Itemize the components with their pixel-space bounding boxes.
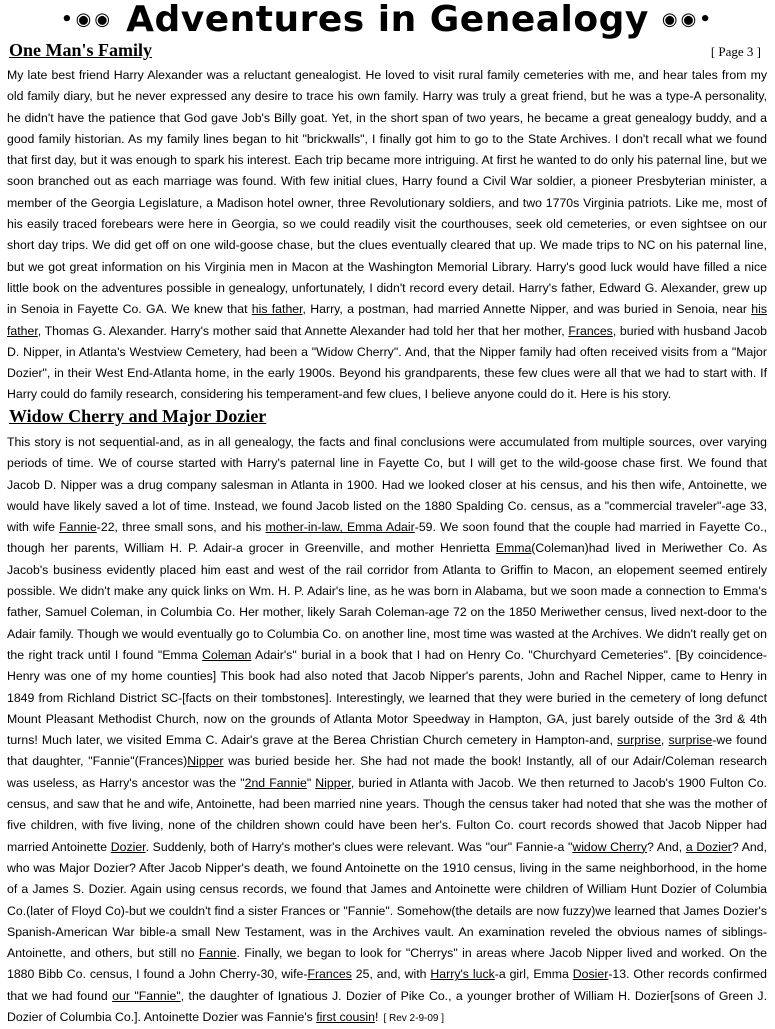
underlined-text: surprise — [668, 733, 713, 748]
text-run: -we found that daughter, "Fannie"(Frances) — [7, 733, 767, 769]
underlined-text: Harry's luck — [430, 967, 495, 982]
text-run: . Suddenly, both of Harry's mother's clues were relevant. Was "our" Fannie-a " — [145, 839, 573, 854]
text-run: , Harry, a postman, had married Annette Nipper, and was buried in Senoia, near — [302, 302, 752, 317]
text-run: Adair's" burial in a book that I had on Henry Co. "Churchyard Cemeteries". [By coincidence-Henry was one of my home counties] This book had also noted that Jacob Nipper's parents, John and Rachel Nipper, came to Henry in 1849 from Richland District SC-[facts on their tombstones]. Interestingly, we learned that they were buried in the cemetery of long defunct Mount Pleasant Methodist Church, now on the grounds of Atlanta Motor Speedway in Hampton, GA, just barely outside of the 3rd & 4th turns! Much later, we visited Emma C. Adair's grave at the Berea Christian Church cemetery in Hampton-and, — [7, 647, 768, 748]
underlined-text: 2nd Fannie — [244, 775, 307, 790]
text-run: was buried beside her. She had not made the book! Instantly, all of our Adair/Coleman research was useless, as Harry's ancestor was the " — [7, 754, 767, 790]
ornament-left-icon: •◉◉ — [61, 9, 114, 30]
text-run: ! — [375, 1010, 379, 1025]
text-run: ? And, who was Major Dozier? After Jacob Nipper's death, we found Antoinette on the 1910 census, living in the same neighborhood, in the home of a James S. Dozier. Again using census records, we found that James and Antoinette were children of William Hunt Dozier of Columbia Co.(later of Floyd Co)-but we couldn't find a sister Frances or "Fannie". Somehow(the details are now fuzzy)we learned that James Dozier's Spanish-American War bible-a small New Testament, was in the Archives vault. An examination reveled the obvious names of siblings-Antoinette, and others, but still no — [7, 839, 768, 961]
text-run: , — [660, 733, 669, 748]
underlined-text: mother-in-law, Emma Adair — [265, 520, 415, 535]
underlined-text: Coleman — [202, 647, 252, 662]
text-run: -13. Other records confirmed that we had found — [7, 967, 767, 1003]
article-one-mans-family — [7, 65, 767, 406]
text-run: . Finally, we began to look for "Cherrys" in areas where Jacob Nipper lived and worked. On the 1880 Bibb Co. census, I found a John Cherry-30, wife- — [7, 946, 767, 982]
text-run: 25, and, with — [351, 967, 431, 982]
text-run: , buried with husband Jacob D. Nipper, in Atlanta's Westview Cemetery, had been a "Widow Cherry". And, that the Nipper family had often received visits from a "Major Dozier", in their West End-Atlanta home, in the early 1900s. Beyond his grandparents, these few clues were all that we had to start with. If Harry could do family research, considering his temperament-and few clues, I believe anyone could do it. Here is his story. — [7, 323, 767, 402]
underlined-text: Fannie — [198, 946, 237, 961]
underlined-text: widow Cherry — [572, 839, 648, 854]
section-title-one-mans-family: One Man's Family — [9, 40, 152, 60]
underlined-text: his father — [7, 302, 767, 338]
article-widow-cherry — [7, 432, 767, 1029]
masthead — [0, 0, 775, 42]
underlined-text: Nipper — [315, 775, 351, 790]
underlined-text: Fannie — [59, 520, 97, 535]
underlined-text: Frances — [568, 323, 613, 338]
text-run: " — [306, 775, 316, 790]
revision-note: [ Rev 2-9-09 ] — [383, 1013, 445, 1025]
masthead-title-line — [61, 0, 714, 40]
underlined-text: surprise — [617, 733, 661, 748]
underlined-text: his father — [251, 302, 303, 317]
underlined-text: our "Fannie" — [112, 988, 181, 1003]
underlined-text: Dozier — [110, 839, 146, 854]
text-run: -a girl, Emma — [494, 967, 573, 982]
underlined-text: Dosier — [572, 967, 609, 982]
text-run: , buried in Atlanta with Jacob. We then returned to Jacob's 1900 Fulton Co. census, and saw that he and wife, Antoinette, had been married nine years. Though the census taker had noted that she was the mother of five children, with five living, none of the children shown could have been her's. Fulton Co. court records showed that Jacob Nipper had married Antoinette — [7, 775, 767, 854]
underlined-text: a Dozier — [685, 839, 732, 854]
ornament-right-icon: ◉◉• — [661, 9, 714, 30]
underlined-text: Frances — [307, 967, 352, 982]
text-run: This story is not sequential-and, as in all genealogy, the facts and final conclusions were accumulated from multiple sources, over varying periods of time. We of course started with Harry's paternal line in Fayette Co, but I will get to the wild-goose chase first. We found that Jacob D. Nipper was a drug company salesman in Atlanta in 1900. Had we looked closer at his census, and his then wife, Antoinette, we would have likely saved a lot of time. Instead, we found Jacob listed on the 1880 Spalding Co. census, as a "commercial traveler"-age 33, with wife — [7, 435, 767, 535]
underlined-text: Nipper — [187, 754, 224, 769]
text-run: ? And, — [647, 839, 686, 854]
page-number: [ Page 3 ] — [710, 44, 761, 59]
text-run: , the daughter of Ignatious J. Dozier of Pike Co., a younger brother of William H. Dozier[sons of Green J. Dozier of Columbia Co.]. Antoinette Dozier was Fannie's — [7, 988, 767, 1025]
underlined-text: Emma — [495, 541, 532, 556]
text-run: -59. We soon found that the couple had married in Fayette Co., though her parents, William H. P. Adair-a grocer in Greenville, and mother Henrietta — [7, 520, 767, 556]
text-run: My late best friend Harry Alexander was a reluctant genealogist. He loved to visit rural family cemeteries with me, and hear tales from my old family diary, but he never expressed any desire to trace his own family. Harry was truly a great friend, but he was a type-A personality, he didn't have the patience that God gave Job's Billy goat. Yet, in the short span of two years, he became a great genealogy buddy, and a good family historian. As my family lines began to hit "brickwalls", I finally got him to go to the State Archives. I don't recall what we found that first day, but it was enough to spark his interest. Each trip became more intriguing. At first he wanted to do only his paternal line, but we soon branched out as each marriage was found. With few initial clues, Harry found a Civil War soldier, a pioneer Presbyterian minister, a member of the Georgia Legislature, a Madison hotel owner, three Revolutionary soldiers, and two 1770s Virginia patriots. Like me, most of his easily traced forebears were here in Georgia, so we could readily visit the courthouses, seek old cemeteries, or even sightsee on our short day trips. We did get off on one wild-goose chase, but the clues eventually cleared that up. We made trips to NC on his paternal line, but we got great information on his Virginia men in Macon at the Washington Memorial Library. Harry's good luck would have filled a nice little book on the adventures possible in genealogy, unfortunately, I didn't record every detail. Harry's father, Edward G. Alexander, grew up in Senoia in Fayette Co. GA. We knew that — [7, 68, 767, 317]
text-run: , Thomas G. Alexander. Harry's mother said that Annette Alexander had told her that her mother, — [37, 323, 569, 338]
underlined-text: first cousin — [316, 1010, 376, 1025]
text-run: -22, three small sons, and his — [96, 520, 266, 535]
text-run: (Coleman)had lived in Meriwether Co. As Jacob's business evidently placed him east and west of the rail corridor from Atlanta to Griffin to Macon, an elopement seemed entirely possible. We didn't make any quick links on Wm. H. P. Adair's line, as he was born in Alabama, but we soon made a connection to Emma's father, Samuel Coleman, in Columbia Co. Her mother, likely Sarah Coleman-age 72 on the 1850 Meriwether census, lived next-door to the Adair family. Though we would eventually go to Columbia Co. on another line, most time was wasted at the Archives. We didn't really get on the right track until I found "Emma — [7, 541, 767, 662]
newsletter-title: Adventures in Genealogy — [126, 0, 649, 40]
section-title-widow-cherry: Widow Cherry and Major Dozier — [9, 406, 267, 426]
